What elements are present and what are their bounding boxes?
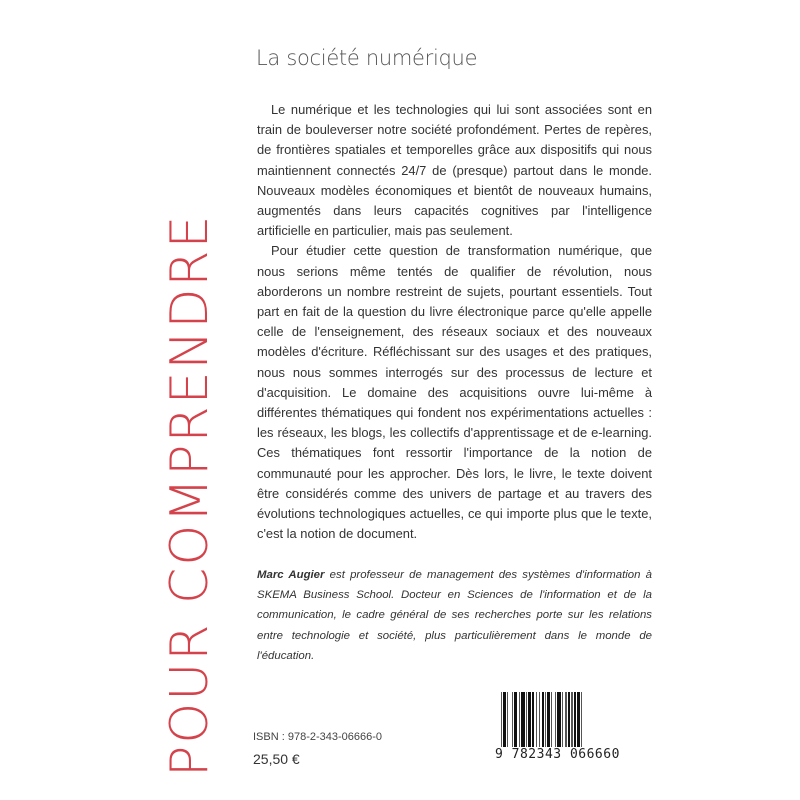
- summary: [257, 100, 652, 544]
- author-name: Marc Augier: [257, 569, 325, 581]
- author-bio: [257, 565, 652, 666]
- summary-paragraph: Le numérique et les technologies qui lui sont associées sont en train de bouleverser notre société profondément. Pertes de repères, de frontières spatiales et temporelles grâce aux dispositifs qui nous maintiennent connectés 24/7 de (presque) partout dans le monde. Nouveaux modèles économiques et bientôt de nouveaux humains, augmentés dans leurs capacités cognitives par l'intelligence artificielle en particulier, mais pas seulement.: [257, 102, 652, 239]
- barcode: [495, 690, 625, 768]
- book-title: La société numérique: [256, 46, 478, 70]
- price: 25,50 €: [253, 751, 300, 767]
- series-label: POUR COMPRENDRE: [160, 213, 220, 777]
- author-bio-text: est professeur de management des systèmes d'information à SKEMA Business School. Docteur en Sciences de l'information et de la communication, le cadre général de ses recherches porte sur les relations entre technologie et société, plus particulièrement dans le monde de l'éducation.: [257, 569, 652, 662]
- summary-paragraph: Pour étudier cette question de transformation numérique, que nous serions même tentés de qualifier de révolution, nous aborderons un nombre restreint de sujets, pourtant essentiels. Tout part en fait de la question du livre électronique parce qu'elle appelle celle de l'enseignement, des réseaux sociaux et des nouveaux modèles d'écriture. Réfléchissant sur des usages et des pratiques, nous nous sommes interrogés sur des processus de lecture et d'acquisition. Le domaine des acquisitions ouvre lui-même à différentes thématiques qui fondent nos expérimentations actuelles : les réseaux, les blogs, les collectifs d'apprentissage et de e-learning. Ces thématiques font ressortir l'importance de la notion de communauté pour les approcher. Dès lors, le livre, le texte doivent être considérés comme des univers de partage et au travers des évolutions technologiques actuelles, ce qui importe plus que le texte, c'est la notion de document.: [257, 243, 652, 542]
- isbn: ISBN : 978-2-343-06666-0: [253, 731, 383, 743]
- barcode-bars: [501, 692, 619, 752]
- barcode-digits: 9 782343 066660: [495, 747, 620, 762]
